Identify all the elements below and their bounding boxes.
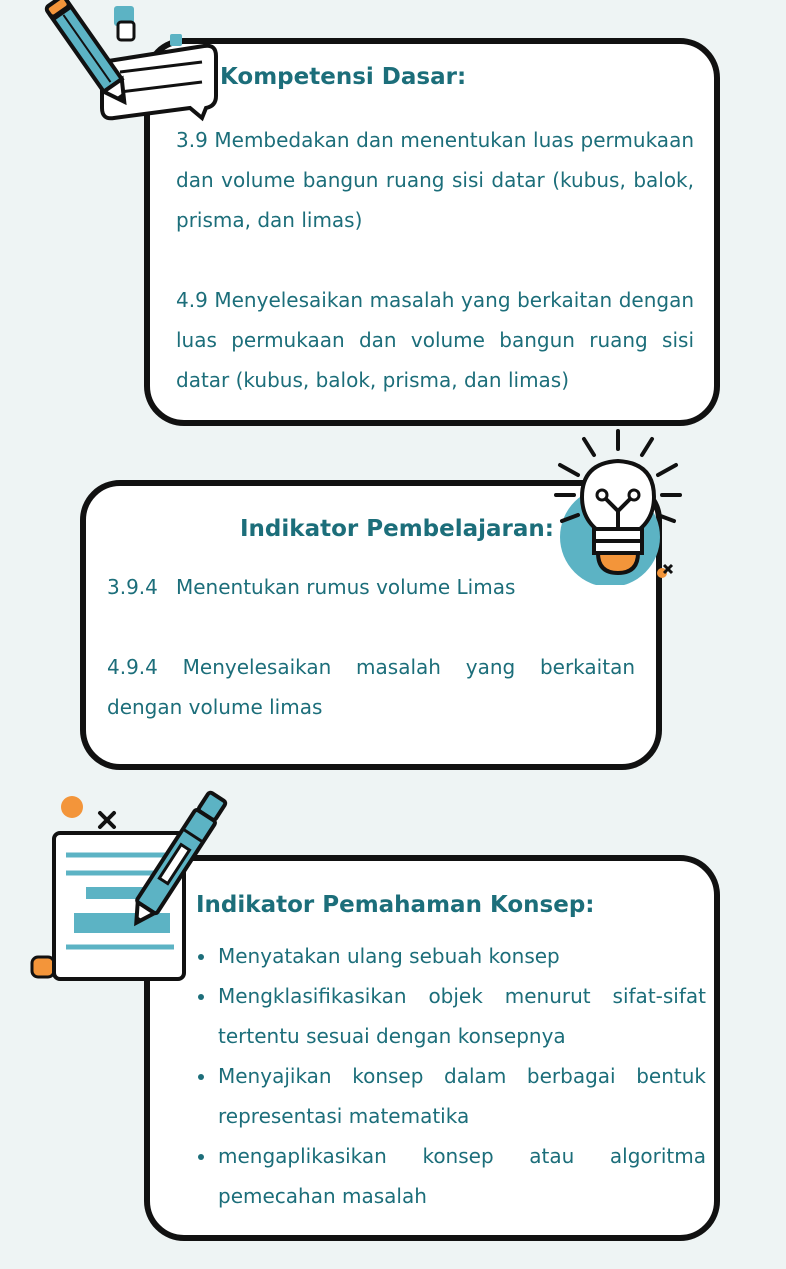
document-pen-icon	[24, 785, 236, 985]
orange-dot-icon	[61, 796, 83, 818]
konsep-list	[196, 936, 706, 1216]
pencil-note-icon	[40, 0, 230, 130]
konsep-list-item: Mengklasifikasikan objek menurut sifat-sifat tertentu sesuai dengan konsepnya	[196, 976, 706, 1056]
kd-3-9-text: 3.9 Membedakan dan menentukan luas permukaan dan volume bangun ruang sisi datar (kubus, balok, prisma, dan limas)	[176, 128, 694, 232]
kd-4-9-text: 4.9 Menyelesaikan masalah yang berkaitan dengan luas permukaan dan volume bangun ruang sisi datar (kubus, balok, prisma, dan limas)	[176, 288, 694, 392]
indikator-pemahaman-konsep-title: Indikator Pemahaman Konsep:	[196, 892, 595, 918]
indikator-pembelajaran-title: Indikator Pembelajaran:	[240, 516, 554, 542]
kompetensi-dasar-title: Kompetensi Dasar:	[220, 64, 467, 90]
konsep-list-item: Menyajikan konsep dalam berbagai bentuk representasi matematika	[196, 1056, 706, 1136]
ip-item2-text: 4.9.4 Menyelesaikan masalah yang berkaitan dengan volume limas	[107, 655, 635, 719]
ip-item1-text: Menentukan rumus volume Limas	[176, 575, 516, 599]
lightbulb-icon	[548, 425, 688, 585]
konsep-list-item: Menyatakan ulang sebuah konsep	[196, 936, 706, 976]
ip-item1-code: 3.9.4	[107, 575, 158, 599]
konsep-list-item: mengaplikasikan konsep atau algoritma pemecahan masalah	[196, 1136, 706, 1216]
close-mark-icon	[100, 813, 114, 827]
